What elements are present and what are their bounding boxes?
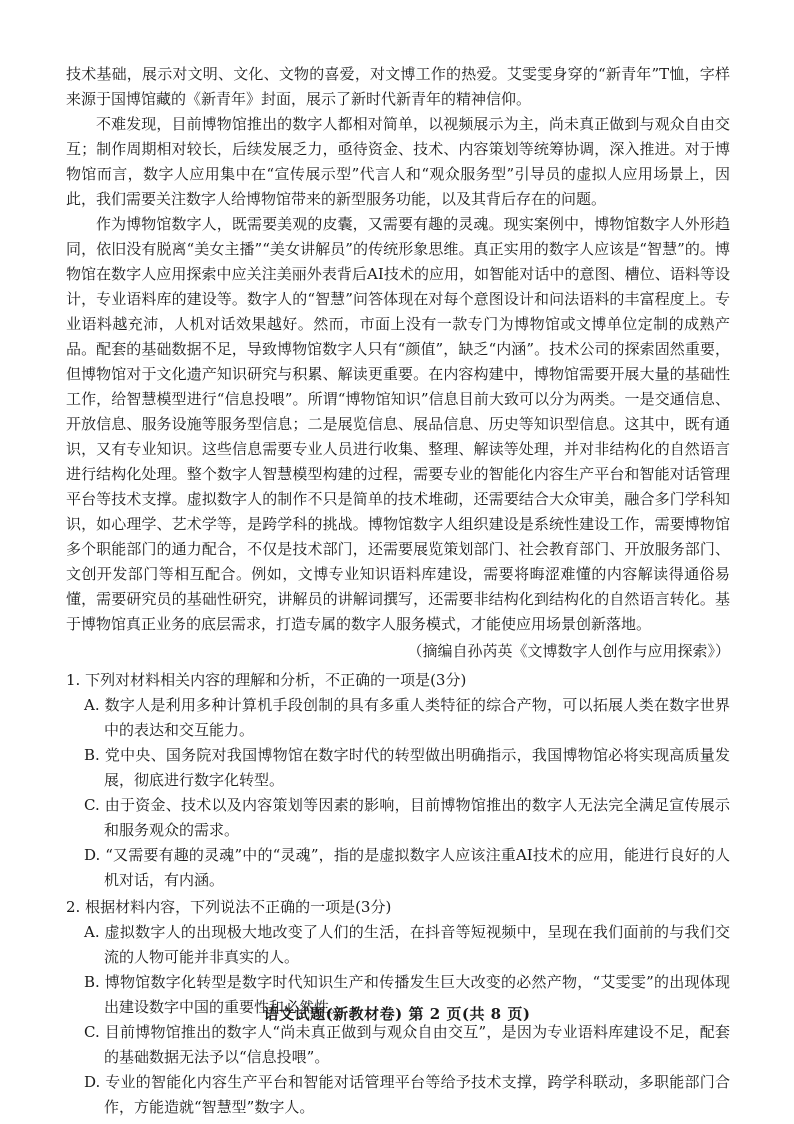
paragraph: 不难发现，目前博物馆推出的数字人都相对简单，以视频展示为主，尚未真正做到与观众自由交互；制作周期相对较长，后续发展乏力，亟待资金、技术、内容策划等统筹协调，深入推进。对于博物馆而言，数字人应用集中在“宣传展示型”代言人和“观众服务型”引导员的虚拟人应用场景上，因此，我们需要关注数字人给博物馆带来的新型服务功能，以及其背后存在的问题。 bbox=[66, 115, 730, 208]
question-1 bbox=[66, 668, 730, 893]
source-citation: （摘编自孙芮英《文博数字人创作与应用探索》） bbox=[407, 642, 730, 660]
question-stem: 2. 根据材料内容，下列说法不正确的一项是(3分) bbox=[66, 898, 392, 916]
question-stem: 1. 下列对材料相关内容的理解和分析，不正确的一项是(3分) bbox=[66, 671, 467, 689]
page-footer: 语文试题(新教材卷) 第 2 页(共 8 页) bbox=[263, 1005, 531, 1023]
option-d: D. “又需要有趣的灵魂”中的“灵魂”，指的是虚拟数字人应该注重AI技术的应用，能进行良好的人机对话，有内涵。 bbox=[84, 846, 730, 889]
option-b: B. 博物馆数字化转型是数字时代知识生产和传播发生巨大改变的必然产物，“艾雯雯”的出现体现出建设数字中国的重要性和必然性。 bbox=[84, 973, 730, 1016]
option-b: B. 党中央、国务院对我国博物馆在数字时代的转型做出明确指示，我国博物馆必将实现高质量发展，彻底进行数字化转型。 bbox=[84, 746, 730, 789]
option-a: A. 数字人是利用多种计算机手段创制的具有多重人类特征的综合产物，可以拓展人类在数字世界中的表达和交互能力。 bbox=[84, 696, 730, 739]
page-body bbox=[66, 62, 730, 1120]
option-c: C. 目前博物馆推出的数字人“尚未真正做到与观众自由交互”，是因为专业语料库建设不足，配套的基础数据无法予以“信息投喂”。 bbox=[84, 1023, 730, 1066]
option-d: D. 专业的智能化内容生产平台和智能对话管理平台等给予技术支撑，跨学科联动，多职能部门合作，方能造就“智慧型”数字人。 bbox=[84, 1073, 730, 1116]
paragraph-continued: 技术基础，展示对文明、文化、文物的喜爱，对文博工作的热爱。艾雯雯身穿的“新青年”T恤，字样来源于国博馆藏的《新青年》封面，展示了新时代新青年的精神信仰。 bbox=[66, 65, 730, 108]
option-a: A. 虚拟数字人的出现极大地改变了人们的生活，在抖音等短视频中，呈现在我们面前的与我们交流的人物可能并非真实的人。 bbox=[84, 923, 730, 966]
option-c: C. 由于资金、技术以及内容策划等因素的影响，目前博物馆推出的数字人无法完全满足宣传展示和服务观众的需求。 bbox=[84, 796, 730, 839]
paragraph: 作为博物馆数字人，既需要美观的皮囊，又需要有趣的灵魂。现实案例中，博物馆数字人外形趋同，依旧没有脱离“美女主播”“美女讲解员”的传统形象思维。真正实用的数字人应该是“智慧”的。博物馆在数字人应用探索中应关注美丽外表背后AI技术的应用，如智能对话中的意图、槽位、语料等设计，专业语料库的建设等。数字人的“智慧”问答体现在对每个意图设计和问法语料的丰富程度上。专业语料越充沛，人机对话效果越好。然而，市面上没有一款专门为博物馆或文博单位定制的成熟产品。配套的基础数据不足，导致博物馆数字人只有“颜值”，缺乏“内涵”。技术公司的探索固然重要，但博物馆对于文化遗产知识研究与积累、解读更重要。在内容构建中，博物馆需要开展大量的基础性工作，给智慧模型进行“信息投喂”。所谓“博物馆知识”信息目前大致可以分为两类。一是交通信息、开放信息、服务设施等服务型信息；二是展览信息、展品信息、历史等知识型信息。这其中，既有通识，又有专业知识。这些信息需要专业人员进行收集、整理、解读等处理，并对非结构化的自然语言进行结构化处理。整个数字人智慧模型构建的过程，需要专业的智能化内容生产平台和智能对话管理平台等技术支撑。虚拟数字人的制作不只是简单的技术堆砌，还需要结合大众审美，融合多门学科知识，如心理学、艺术学等，是跨学科的挑战。博物馆数字人组织建设是系统性建设工作，需要博物馆多个职能部门的通力配合，不仅是技术部门，还需要展览策划部门、社会教育部门、开放服务部门、文创开发部门等相互配合。例如，文博专业知识语料库建设，需要将晦涩难懂的内容解读得通俗易懂，需要研究员的基础性研究，讲解员的讲解词撰写，还需要非结构化到结构化的自然语言转化。基于博物馆真正业务的底层需求，打造专属的数字人服务模式，才能使应用场景创新落地。 bbox=[66, 215, 730, 633]
